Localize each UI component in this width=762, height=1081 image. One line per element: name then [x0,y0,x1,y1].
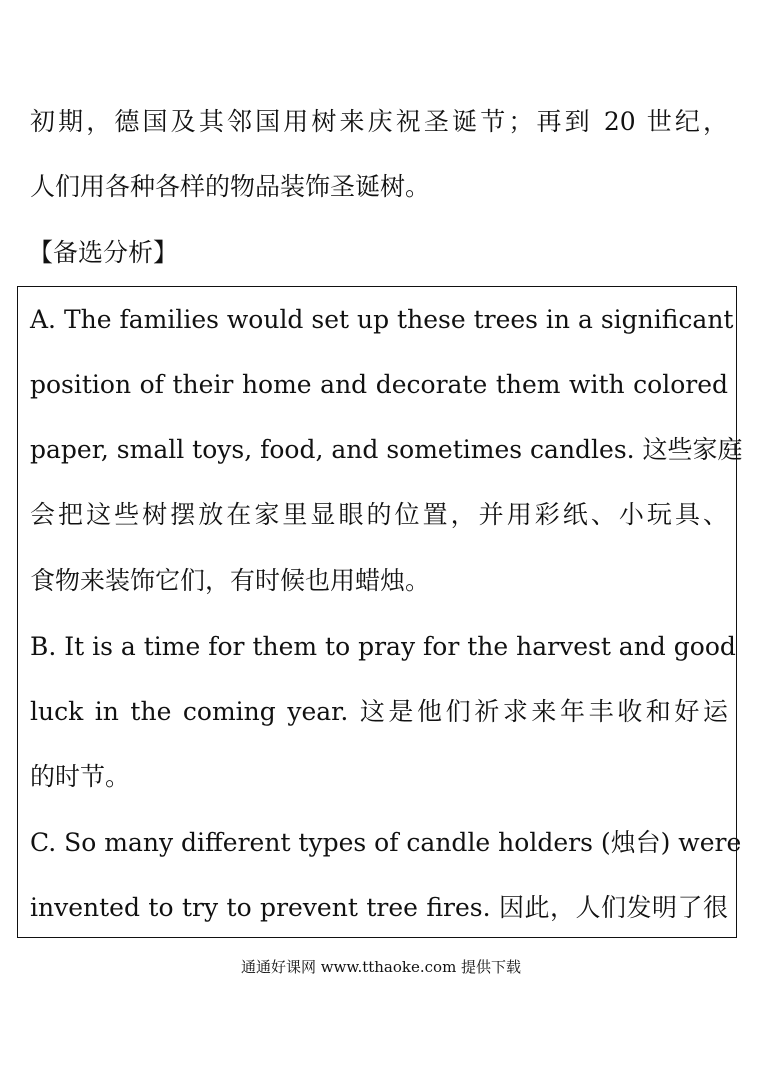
intro-line-2: 人们用各种各样的物品装饰圣诞树。 [30,172,431,201]
option-c-line-2: invented to try to prevent tree fires. 因此，人们发明了很 [30,893,728,922]
option-a-line-5: 食物来装饰它们，有时候也用蜡烛。 [30,566,431,595]
intro-line-1: 初期，德国及其邻国用树来庆祝圣诞节；再到 20 世纪， [30,107,728,136]
option-b-line-1: B. It is a time for them to pray for the harvest and good [30,632,736,661]
page-footer: 通通好课网 www.tthaoke.com 提供下载 [240,958,522,976]
option-b-line-2: luck in the coming year. 这是他们祈求来年丰收和好运 [30,697,728,726]
option-a-line-4: 会把这些树摆放在家里显眼的位置，并用彩纸、小玩具、 [30,500,728,529]
option-b-line-3: 的时节。 [30,762,131,791]
option-a-line-1: A. The families would set up these trees in a significant [30,305,734,334]
option-a-line-2: position of their home and decorate them with colored [30,370,728,399]
option-a-line-3: paper, small toys, food, and sometimes candles. 这些家庭 [30,435,743,464]
section-heading: 【备选分析】 [28,238,179,267]
option-c-line-1: C. So many different types of candle holders (烛台) were [30,828,742,857]
